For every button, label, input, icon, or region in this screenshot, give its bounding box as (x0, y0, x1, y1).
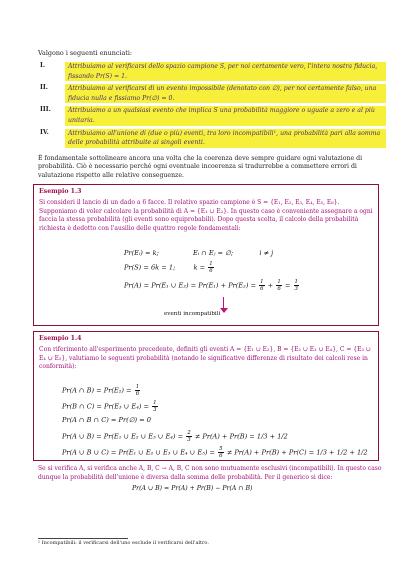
denominator: 6 (209, 268, 213, 274)
example-text: Si consideri il lancio di un dado a 6 facce. Il relativo spazio campione è S = {E₁, E₂, E₃, E₄, E₅, E₆}. Supponiamo di voler calcolare la probabilità di A = {E₁ ∪ E₂}. In questo caso è conveniente assegnare a ogni faccia la stessa probabilità (gli eventi sono equiprobabili). Dopo questa scelta, il calcolo della probabilità richiesta è dedotto con l'ausilio delle quattro regole fondamentali: (39, 199, 373, 232)
axiom-item (34, 129, 386, 148)
arrow-head-icon (220, 308, 228, 313)
denominator: 6 (277, 286, 281, 292)
numerator: 1 (209, 261, 213, 267)
numerator: 5 (219, 446, 223, 452)
equation-line (124, 279, 300, 292)
equation-lhs: Pr(A ∪ B) = Pr(E₁ ∪ E₂ ∪ E₃ ∪ E₄) = (62, 432, 184, 441)
denominator: 6 (260, 286, 264, 292)
axiom-number: III. (40, 106, 51, 114)
footnote: ¹ Incompatibili: il verificarsi dell'uno esclude il verificarsi dell'altro. (38, 540, 209, 546)
fraction (259, 279, 264, 292)
equation-lhs: Pr(B ∩ C) = Pr(E₃ ∪ E₄) = (62, 402, 150, 411)
axiom-item (34, 84, 386, 103)
numerator: 1 (153, 400, 157, 406)
denominator: 3 (187, 437, 191, 443)
denominator: 3 (153, 407, 157, 413)
example-box-1-3 (33, 184, 379, 326)
equation-part: k = (193, 263, 206, 272)
axioms-list (34, 62, 386, 151)
numerator: 1 (277, 279, 281, 285)
axiom-item (34, 106, 386, 125)
fraction (208, 261, 213, 274)
axiom-text: Attribuiamo al verificarsi di un evento impossibile (denotato con ∅), per noi certamente falso, una fiducia nulla e fissiamo Pr(∅) = 0. (65, 84, 386, 103)
footnote-divider (38, 538, 128, 539)
example-box-1-4 (33, 331, 379, 461)
denominator: 3 (294, 286, 298, 292)
equation-part: Pr(A) = Pr(E₁ ∪ E₂) = Pr(E₁) + Pr(E₂) = (124, 281, 257, 290)
fraction (294, 279, 299, 292)
equation-line (62, 446, 368, 459)
denominator: 6 (135, 391, 140, 397)
numerator: 2 (187, 430, 191, 436)
equation-lhs: Pr(A ∩ B) = Pr(E₂) = (62, 386, 132, 395)
fraction (276, 279, 281, 292)
denominator: 6 (219, 453, 223, 459)
equation-line (124, 249, 273, 257)
axiom-text: Attribuiamo a un qualsiasi evento che implica S una probabilità maggiore o uguale a zero e al più unitaria. (65, 106, 386, 125)
equation-part: Eᵢ ∩ Eⱼ = ∅; (193, 249, 234, 257)
axiom-text: Attribuiamo al verificarsi dello spazio campione S, per noi certamente vero, l'intera nostra fiducia, fissando Pr(S) = 1. (65, 62, 386, 81)
plus-sign: + (267, 281, 274, 290)
fraction (186, 430, 191, 443)
equation-rest: ≠ Pr(A) + Pr(B) = 1/3 + 1/2 (194, 432, 288, 441)
numerator: 1 (294, 279, 298, 285)
equation-part: i ≠ j (259, 249, 274, 257)
equation-line (124, 261, 215, 274)
equation-line (62, 400, 159, 413)
intro-text: Valgono i seguenti enunciati: (38, 49, 133, 57)
example-text: Con riferimento all'esperimento precedente, definiti gli eventi A = {E₁ ∪ E₂}, B = {E₂ ∪ E₃ ∪ E₄}, C = {E₃ ∪ E₄ ∪ E₅}, valutiamo le seguenti probabilità (notando le significative differenze di risultato dei calcoli rese in conformità): (39, 346, 371, 371)
axiom-number: IV. (40, 128, 49, 136)
fraction (152, 400, 157, 413)
axiom-text: Attribuiamo all'unione di (due o più) eventi, tra loro incompatibili¹, una probabilità pari alla somma delle probabilità attribuite ai singoli eventi. (65, 129, 386, 148)
equation-part: Pr(S) = 6k = 1; (124, 263, 176, 272)
incompatible-note: eventi incompatibili (164, 311, 221, 317)
equation-lhs: Pr(A ∪ B ∪ C) = Pr(E₁ ∪ E₂ ∪ E₃ ∪ E₄ ∪ E₅) = (62, 448, 216, 457)
equals-sign: = (284, 281, 291, 290)
axiom-number: I. (40, 62, 46, 69)
equation-rest: 0 (146, 416, 151, 424)
example-title: Esempio 1.3 (39, 188, 82, 195)
example-title: Esempio 1.4 (39, 335, 82, 342)
axiom-item (34, 62, 386, 81)
equation-lhs: Pr(A ∩ B ∩ C) = Pr(∅) = (62, 416, 145, 424)
equation-line (62, 384, 141, 397)
numerator: 1 (260, 279, 264, 285)
coherence-paragraph: È fondamentale sottolineare ancora una volta che la coerenza deve sempre guidare ogni valutazione di probabilità. Ciò è necessario perché ogni eventuale incoerenza si tradurrebbe a commettere errori di valutazione rispetto alle relative conseguenze. (38, 155, 363, 179)
equation-rest: ≠ Pr(A) + Pr(B) + Pr(C) = 1/3 + 1/2 + 1/2 (226, 448, 368, 457)
numerator: 1 (135, 384, 140, 390)
union-formula: Pr(A ∪ B) = Pr(A) + Pr(B) − Pr(A ∩ B) (132, 485, 253, 492)
fraction (218, 446, 223, 459)
fraction (135, 384, 140, 397)
conclusion-text: Se si verifica A, si verifica anche A, B, C → A, B, C non sono mutuamente esclusivi (incompatibili). In questo caso dunque la probabilità dell'unione è diversa dalla somma delle probabilità. Per il generico si dice: (38, 465, 382, 481)
axiom-number: II. (40, 84, 48, 92)
equation-part: Pr(Eᵢ) = k; (124, 249, 159, 257)
equation-line (62, 430, 288, 443)
equation-line (62, 416, 151, 424)
